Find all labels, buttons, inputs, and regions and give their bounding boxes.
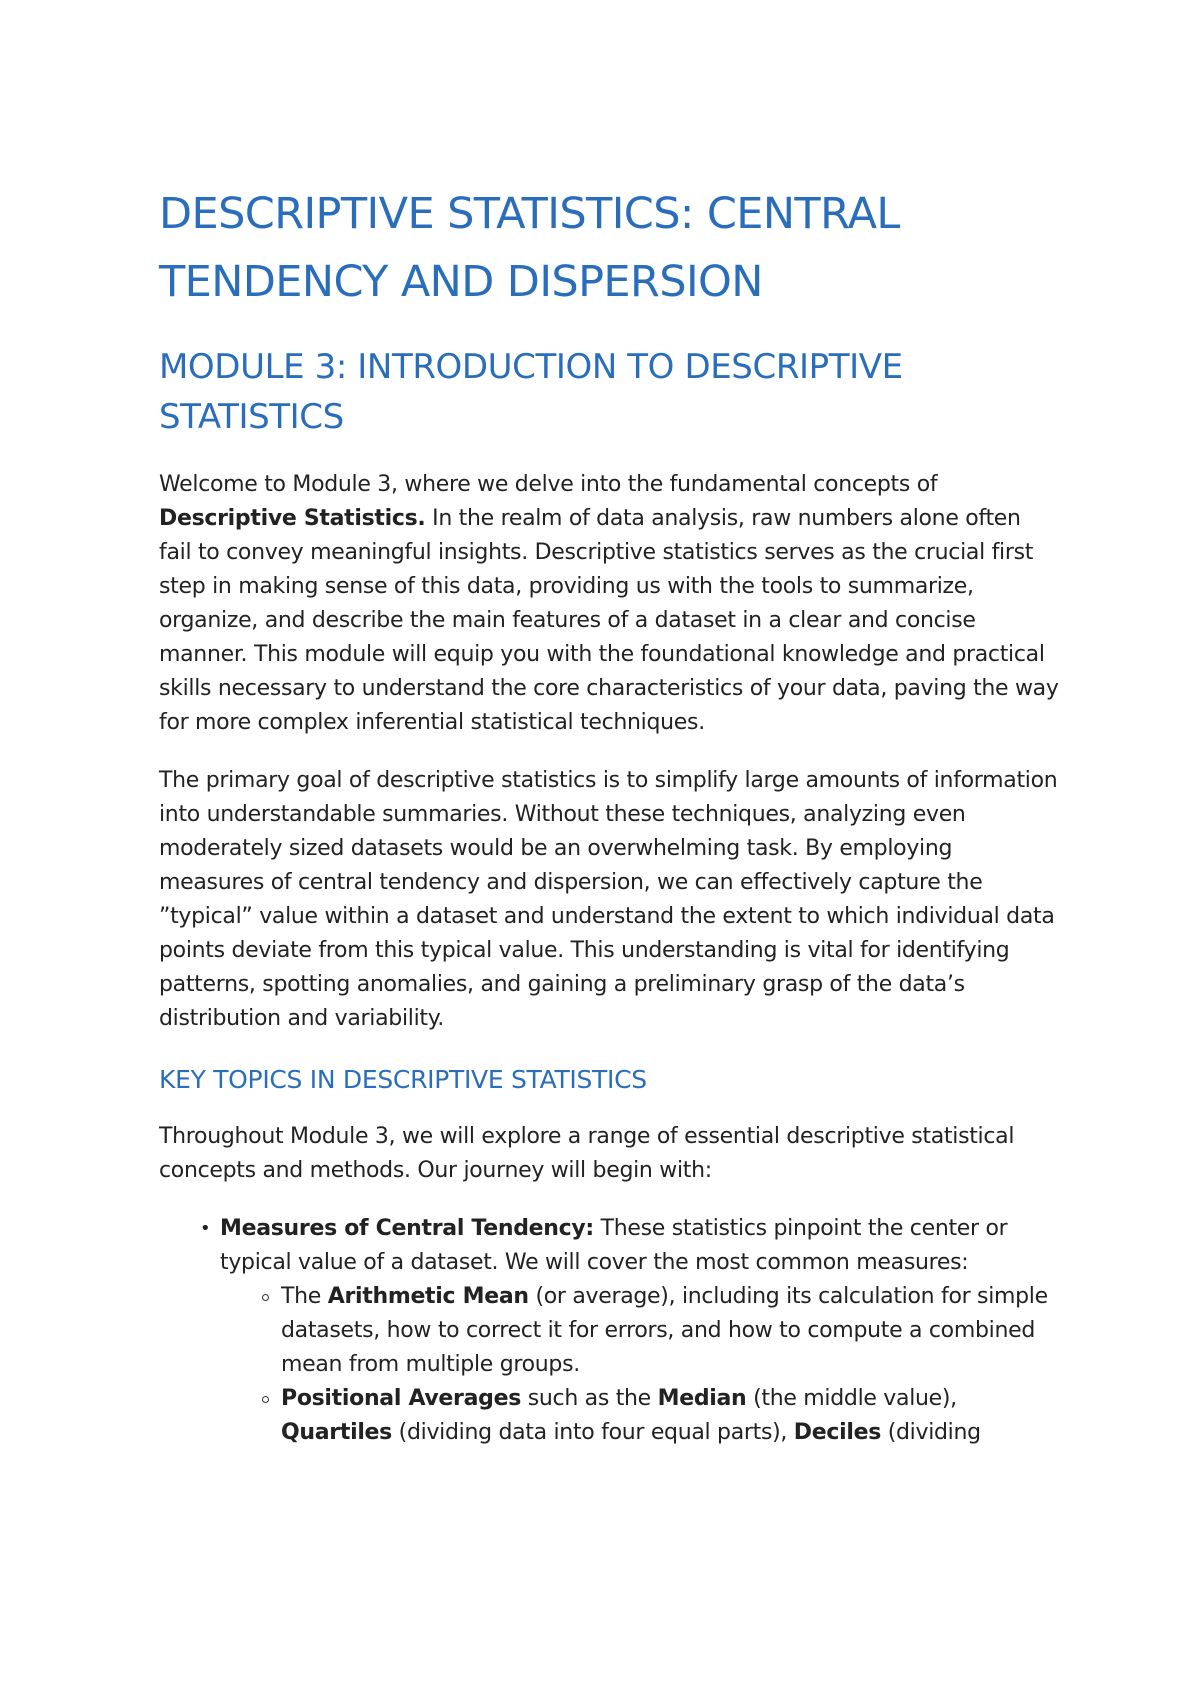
document-page [159,180,1059,1450]
arithmetic-mean-pre: The [281,1284,328,1309]
central-tendency-text: These statistics pinpoint the center or typical value of a dataset. We will cover the most common measures: [220,1216,1008,1275]
module-heading: MODULE 3: INTRODUCTION TO DESCRIPTIVE STATISTICS [159,347,903,437]
positional-averages-text-4: (dividing [881,1420,981,1445]
hollow-circle-bullet-icon [262,1396,269,1403]
intro-text-1: Welcome to Module 3, where we delve into the fundamental concepts of [159,472,938,497]
intro-bold-term: Descriptive Statistics. [159,506,426,531]
intro-text-2: In the realm of data analysis, raw numbers alone often fail to convey meaningful insights. Descriptive statistics serves as the crucial first step in making sense of this data, providing us with the tools to summarize, organize, and describe the main features of a dataset in a clear and concise manner. This module will equip you with the foundational knowledge and practical skills necessary to understand the core characteristics of your data, paving the way for more complex inferential statistical techniques. [159,506,1059,735]
median-term: Median [657,1386,747,1411]
key-topics-intro: Throughout Module 3, we will explore a range of essential descriptive statistical concepts and methods. Our journey will begin with: [159,1124,1015,1183]
key-topics-heading: KEY TOPICS IN DESCRIPTIVE STATISTICS [159,1065,647,1094]
list-item-central-tendency [200,1212,1059,1450]
deciles-term: Deciles [793,1420,882,1445]
arithmetic-mean-term: Arithmetic Mean [327,1284,529,1309]
list-item-positional-averages [281,1382,1059,1450]
positional-averages-text-1: such as the [521,1386,658,1411]
bullet-icon: • [200,1218,211,1239]
list-item-arithmetic-mean [281,1280,1059,1382]
hollow-circle-bullet-icon [262,1294,269,1301]
intro-paragraph [159,468,1059,740]
document-title: DESCRIPTIVE STATISTICS: CENTRAL TENDENCY AND DISPERSION [159,189,900,307]
central-tendency-term: Measures of Central Tendency: [220,1216,594,1241]
positional-averages-text-2: (the middle value), [746,1386,957,1411]
positional-averages-term: Positional Averages [281,1386,522,1411]
central-tendency-sublist [220,1280,1059,1450]
arithmetic-mean-text: (or average), including its calculation for simple datasets, how to correct it for errors, and how to compute a combined mean from multiple groups. [281,1284,1048,1377]
goal-paragraph: The primary goal of descriptive statistics is to simplify large amounts of information into understandable summaries. Without these techniques, analyzing even moderately sized datasets would be an overwhelming task. By employing measures of central tendency and dispersion, we can effectively capture the ”typical” value within a dataset and understand the extent to which individual data points deviate from this typical value. This understanding is vital for identifying patterns, spotting anomalies, and gaining a preliminary grasp of the data’s distribution and variability. [159,768,1058,1031]
positional-averages-text-3: (dividing data into four equal parts), [391,1420,794,1445]
quartiles-term: Quartiles [281,1420,392,1445]
topics-list [159,1212,1059,1450]
